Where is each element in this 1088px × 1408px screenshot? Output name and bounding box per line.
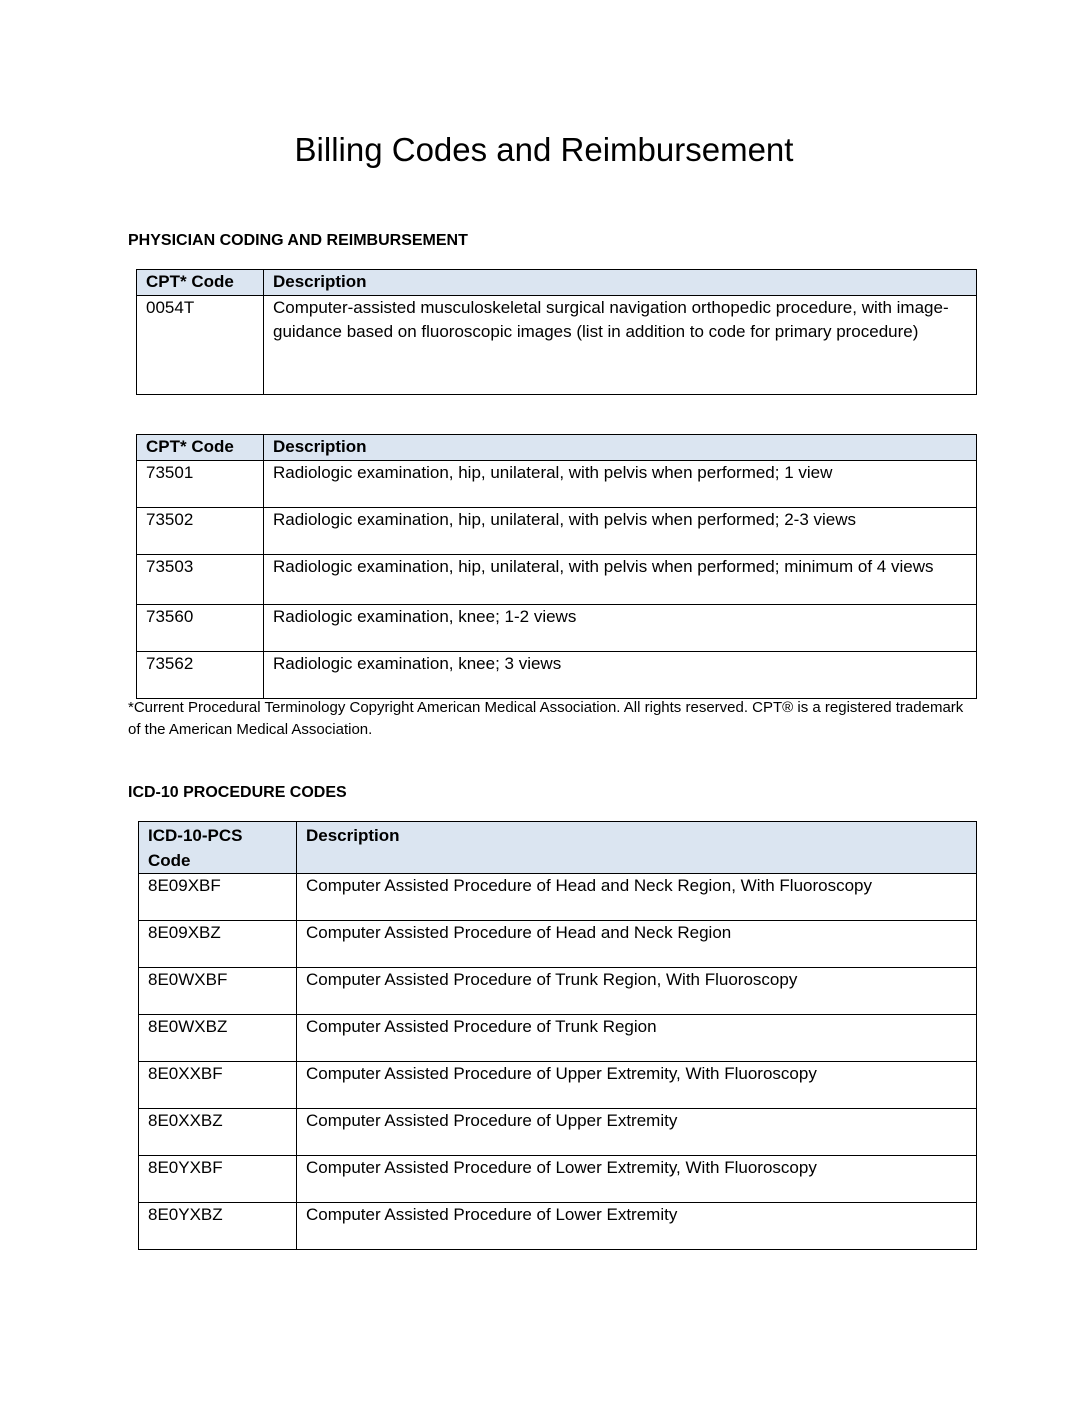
description-cell: Computer Assisted Procedure of Head and Neck Region <box>297 921 977 968</box>
icd-code-cell: 8E0XXBF <box>139 1062 297 1109</box>
description-cell: Radiologic examination, hip, unilateral, with pelvis when performed; 2-3 views <box>264 507 977 554</box>
physician-section-heading: PHYSICIAN CODING AND REIMBURSEMENT <box>128 232 468 249</box>
column-header-description: Description <box>264 435 977 461</box>
cpt-table-navigation <box>136 269 977 395</box>
icd-code-cell: 8E09XBZ <box>139 921 297 968</box>
table-row <box>137 554 977 604</box>
description-cell: Computer Assisted Procedure of Trunk Region, With Fluoroscopy <box>297 968 977 1015</box>
description-cell: Computer Assisted Procedure of Upper Extremity <box>297 1109 977 1156</box>
cpt-table-radiology <box>136 434 977 699</box>
description-cell: Computer Assisted Procedure of Upper Extremity, With Fluoroscopy <box>297 1062 977 1109</box>
cpt-footnote: *Current Procedural Terminology Copyright American Medical Association. All rights reserved. CPT® is a registered trademark of the American Medical Association. <box>128 699 964 738</box>
column-header-code: ICD-10-PCS Code <box>139 822 297 874</box>
page-title: Billing Codes and Reimbursement <box>294 131 794 168</box>
table-header-row <box>137 270 977 296</box>
table-row <box>139 1156 977 1203</box>
table-header-row <box>139 822 977 874</box>
table-header-row <box>137 435 977 461</box>
table-row <box>139 1109 977 1156</box>
description-cell: Radiologic examination, knee; 1-2 views <box>264 604 977 651</box>
icd-code-cell: 8E0WXBZ <box>139 1015 297 1062</box>
icd-code-cell: 8E0XXBZ <box>139 1109 297 1156</box>
table-row <box>139 874 977 921</box>
table-row <box>139 1203 977 1250</box>
table-row <box>139 1015 977 1062</box>
icd-code-cell: 8E0YXBF <box>139 1156 297 1203</box>
table-row <box>137 651 977 698</box>
table-row <box>139 968 977 1015</box>
description-cell: Computer Assisted Procedure of Head and Neck Region, With Fluoroscopy <box>297 874 977 921</box>
cpt-code-cell: 73502 <box>137 507 264 554</box>
cpt-code-cell: 73562 <box>137 651 264 698</box>
description-cell: Radiologic examination, hip, unilateral, with pelvis when performed; 1 view <box>264 460 977 507</box>
icd-code-cell: 8E0YXBZ <box>139 1203 297 1250</box>
table-row <box>137 460 977 507</box>
cpt-code-cell: 0054T <box>137 295 264 394</box>
table-row <box>137 295 977 394</box>
table-row <box>137 604 977 651</box>
description-cell: Computer Assisted Procedure of Lower Extremity, With Fluoroscopy <box>297 1156 977 1203</box>
column-header-description: Description <box>264 270 977 296</box>
description-cell: Computer Assisted Procedure of Lower Extremity <box>297 1203 977 1250</box>
icd-section-heading: ICD-10 PROCEDURE CODES <box>128 784 347 801</box>
column-header-description: Description <box>297 822 977 874</box>
description-cell: Computer Assisted Procedure of Trunk Region <box>297 1015 977 1062</box>
cpt-code-cell: 73503 <box>137 554 264 604</box>
description-cell: Computer-assisted musculoskeletal surgical navigation orthopedic procedure, with image-guidance based on fluoroscopic images (list in addition to code for primary procedure) <box>264 295 977 394</box>
table-row <box>139 921 977 968</box>
icd-code-cell: 8E09XBF <box>139 874 297 921</box>
column-header-code: CPT* Code <box>137 270 264 296</box>
cpt-code-cell: 73560 <box>137 604 264 651</box>
table-row <box>139 1062 977 1109</box>
column-header-code: CPT* Code <box>137 435 264 461</box>
table-row <box>137 507 977 554</box>
icd-code-cell: 8E0WXBF <box>139 968 297 1015</box>
description-cell: Radiologic examination, hip, unilateral, with pelvis when performed; minimum of 4 views <box>264 554 977 604</box>
description-cell: Radiologic examination, knee; 3 views <box>264 651 977 698</box>
icd10-pcs-table <box>138 821 977 1250</box>
cpt-code-cell: 73501 <box>137 460 264 507</box>
